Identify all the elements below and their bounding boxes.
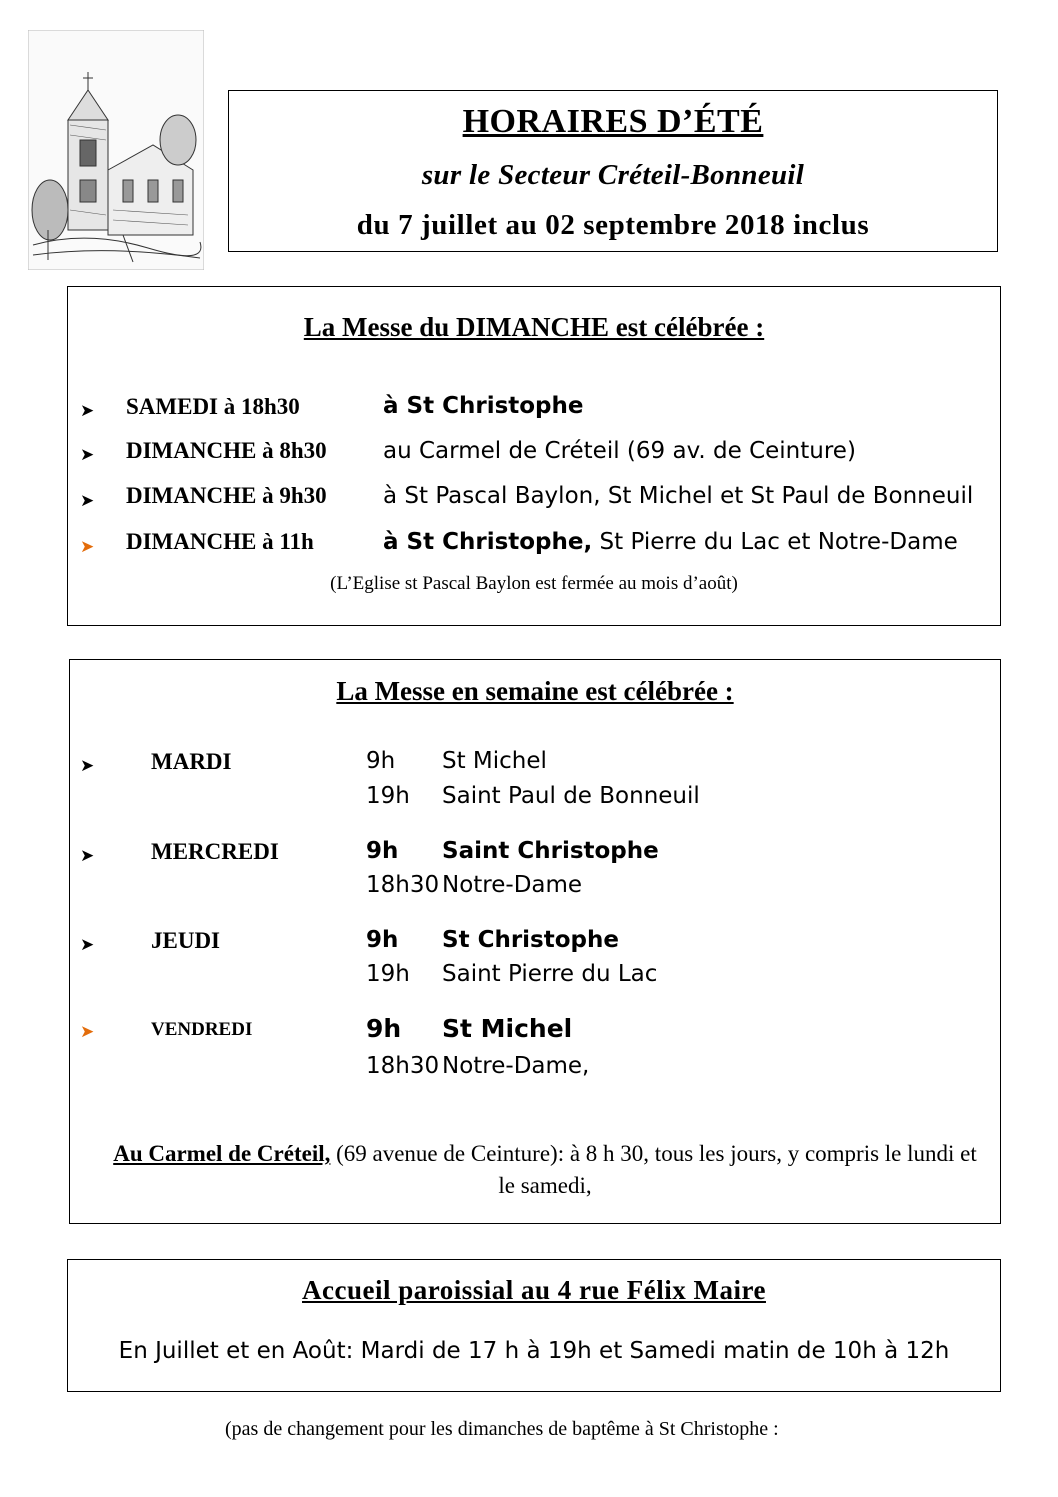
arrowhead-bullet-icon: ➤ xyxy=(80,491,95,511)
sunday-row-place: au Carmel de Créteil (69 av. de Ceinture) xyxy=(383,438,856,464)
sunday-row-day: DIMANCHE à 11h xyxy=(126,529,314,554)
weekday-time: 19h xyxy=(366,783,410,809)
arrowhead-bullet-icon: ➤ xyxy=(80,1022,95,1042)
accueil-box xyxy=(67,1259,1001,1392)
sunday-row-day: SAMEDI à 18h30 xyxy=(126,394,300,419)
footer-note: (pas de changement pour les dimanches de baptême à St Christophe : xyxy=(225,1418,779,1440)
weekday-time: 9h xyxy=(366,1014,402,1043)
weekday-place: St Michel xyxy=(442,1014,573,1043)
weekday-place: St Christophe xyxy=(442,927,619,953)
date-range: du 7 juillet au 02 septembre 2018 inclus xyxy=(356,209,870,241)
page-subtitle: sur le Secteur Créteil-Bonneuil xyxy=(421,159,805,191)
arrowhead-bullet-icon: ➤ xyxy=(80,445,95,465)
weekday-place: Notre-Dame xyxy=(442,872,583,898)
arrowhead-bullet-icon: ➤ xyxy=(80,756,95,776)
sunday-note: (L’Eglise st Pascal Baylon est fermée au mois d’août) xyxy=(330,573,738,594)
arrowhead-bullet-icon: ➤ xyxy=(80,935,95,955)
page-title: HORAIRES D’ÉTÉ xyxy=(462,103,764,140)
sunday-mass-box xyxy=(67,286,1001,626)
sunday-row-day: DIMANCHE à 8h30 xyxy=(126,438,327,463)
carmel-text: (69 avenue de Ceinture): à 8 h 30, tous les jours, y compris le lundi et le samedi, xyxy=(330,1141,977,1198)
weekday-day: JEUDI xyxy=(151,928,221,953)
weekday-time: 9h xyxy=(366,927,399,953)
weekday-place: Notre-Dame, xyxy=(442,1053,590,1079)
weekday-heading: La Messe en semaine est célébrée : xyxy=(336,676,734,706)
sunday-row-place: à St Pascal Baylon, St Michel et St Paul de Bonneuil xyxy=(383,483,974,509)
weekday-place: St Michel xyxy=(442,748,547,774)
weekday-day: MERCREDI xyxy=(151,839,279,864)
weekday-place: Saint Paul de Bonneuil xyxy=(442,783,700,809)
sunday-row-place: à St Christophe, xyxy=(383,529,593,555)
weekday-place: Saint Christophe xyxy=(442,838,659,864)
arrowhead-bullet-icon: ➤ xyxy=(80,401,95,421)
sunday-row-day: DIMANCHE à 9h30 xyxy=(126,483,327,508)
sunday-row-place-group xyxy=(383,529,958,555)
church-sketch-icon xyxy=(28,30,204,270)
carmel-label: Au Carmel de Créteil, xyxy=(113,1141,331,1166)
weekday-place: Saint Pierre du Lac xyxy=(442,961,658,987)
sunday-heading: La Messe du DIMANCHE est célébrée : xyxy=(303,312,765,342)
accueil-hours: En Juillet et en Août: Mardi de 17 h à 19h et Samedi matin de 10h à 12h xyxy=(118,1338,950,1364)
weekday-time: 9h xyxy=(366,838,399,864)
weekday-mass-box xyxy=(69,659,1001,1224)
sunday-row-place: à St Christophe xyxy=(383,393,584,419)
arrowhead-bullet-icon: ➤ xyxy=(80,846,95,866)
weekday-day: MARDI xyxy=(151,749,232,774)
sunday-row-place-extra: St Pierre du Lac et Notre-Dame xyxy=(592,529,958,555)
weekday-time: 18h30 xyxy=(366,1053,440,1079)
accueil-heading: Accueil paroissial au 4 rue Félix Maire xyxy=(302,1275,766,1305)
weekday-time: 18h30 xyxy=(366,872,440,898)
weekday-day: VENDREDI xyxy=(151,1019,253,1040)
header-box xyxy=(228,90,998,252)
carmel-note xyxy=(105,1138,985,1202)
weekday-time: 9h xyxy=(366,748,396,774)
arrowhead-bullet-icon: ➤ xyxy=(80,537,95,557)
weekday-time: 19h xyxy=(366,961,410,987)
